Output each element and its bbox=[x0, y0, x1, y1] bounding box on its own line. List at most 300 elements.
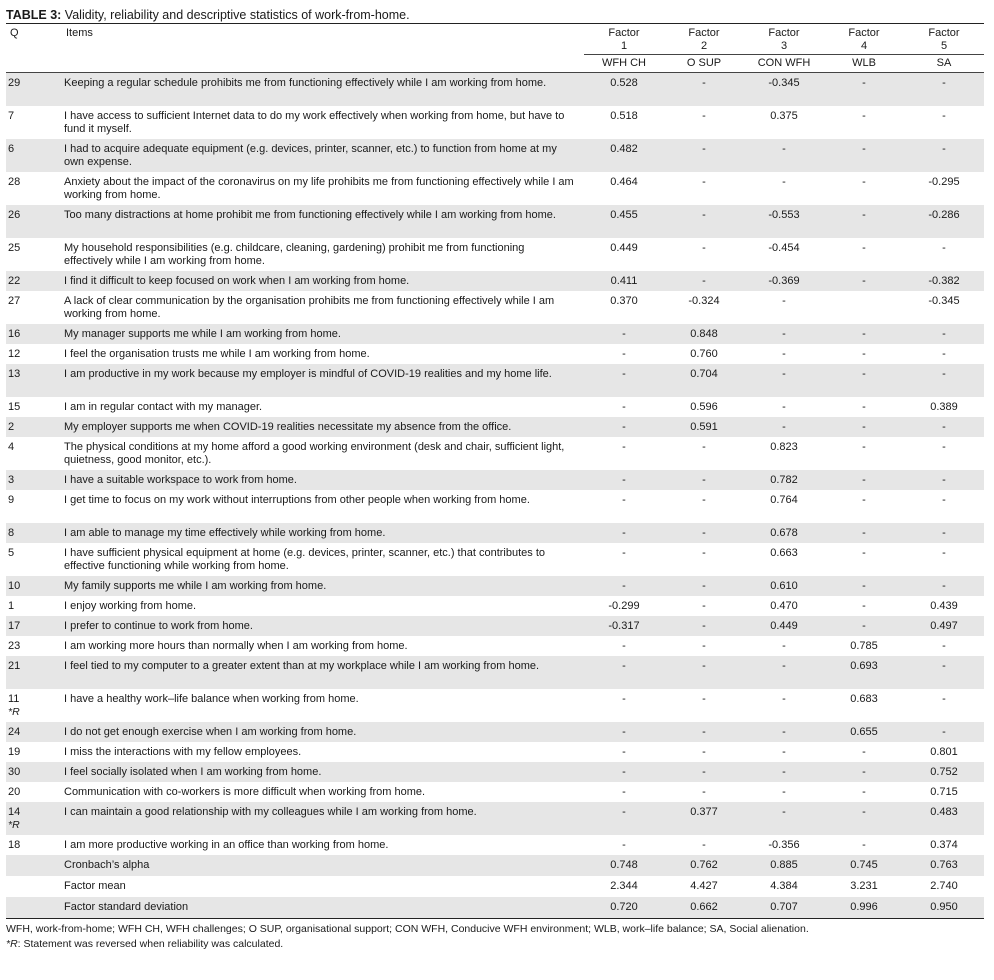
stats-row bbox=[6, 897, 984, 919]
item-text: My manager supports me while I am working from home. bbox=[62, 324, 584, 344]
question-number bbox=[6, 364, 62, 397]
table-row bbox=[6, 205, 984, 238]
factor-1-loading: - bbox=[584, 576, 664, 596]
factor-3-loading: 0.678 bbox=[744, 523, 824, 543]
header-row bbox=[6, 24, 984, 55]
factor-2-loading: - bbox=[702, 242, 706, 254]
factor-3-loading: 0.610 bbox=[744, 576, 824, 596]
factor-4-loading: 0.785 bbox=[850, 640, 878, 652]
factor-4-loading: 0.693 bbox=[824, 656, 904, 689]
table-row bbox=[6, 596, 984, 616]
factor-5-loading: - bbox=[904, 523, 984, 543]
item-text: I am able to manage my time effectively while working from home. bbox=[62, 523, 584, 543]
item-text: I am more productive working in an office than working from home. bbox=[64, 839, 389, 851]
factor-4-loading: - bbox=[862, 401, 866, 413]
question-id: 2 bbox=[8, 421, 15, 433]
factor-4-stat: 3.231 bbox=[850, 880, 878, 892]
item-text: Too many distractions at home prohibit me from functioning effectively while I am working from home. bbox=[62, 205, 584, 238]
factor-5-loading: -0.345 bbox=[928, 295, 960, 307]
item-text: My family supports me while I am working from home. bbox=[62, 576, 584, 596]
factor-4-loading: - bbox=[862, 746, 866, 758]
table-notes bbox=[6, 922, 984, 952]
factor-5-loading: - bbox=[904, 656, 984, 689]
question-id: 4 bbox=[8, 441, 15, 453]
factor-5-loading: 0.483 bbox=[904, 802, 984, 835]
factor-1-loading: - bbox=[584, 722, 664, 742]
factor-5-loading: 0.374 bbox=[930, 839, 958, 851]
factor-4-loading: - bbox=[824, 139, 904, 172]
factor-2-loading: - bbox=[664, 73, 744, 107]
factor-2-loading: - bbox=[702, 176, 706, 188]
factor-1-loading: -0.299 bbox=[608, 600, 640, 612]
header-abbr-5: SA bbox=[904, 55, 984, 73]
factor-4-loading bbox=[824, 291, 904, 324]
factor-4-loading: - bbox=[824, 73, 904, 107]
factor-table bbox=[6, 23, 984, 919]
header-abbr-4: WLB bbox=[824, 55, 904, 73]
question-id: 3 bbox=[8, 474, 15, 486]
question-number bbox=[6, 802, 62, 835]
question-id: 16 bbox=[8, 328, 21, 340]
factor-3-loading: -0.553 bbox=[744, 205, 824, 238]
question-id: 30 bbox=[8, 766, 21, 778]
factor-4-loading: - bbox=[824, 576, 904, 596]
factor-5-loading: -0.382 bbox=[904, 271, 984, 291]
stats-row bbox=[6, 876, 984, 897]
factor-2-loading: 0.704 bbox=[664, 364, 744, 397]
header-factor-1: Factor 1 bbox=[584, 24, 664, 55]
item-text: I prefer to continue to work from home. bbox=[62, 616, 584, 636]
factor-2-loading: - bbox=[664, 616, 744, 636]
factor-2-loading: 0.848 bbox=[664, 324, 744, 344]
question-id: 12 bbox=[8, 348, 21, 360]
item-text: I enjoy working from home. bbox=[64, 600, 197, 612]
factor-4-loading: - bbox=[862, 242, 866, 254]
factor-1-loading: - bbox=[622, 348, 626, 360]
table-row bbox=[6, 437, 984, 470]
factor-5-loading: - bbox=[904, 417, 984, 437]
factor-4-loading: - bbox=[824, 762, 904, 782]
question-number bbox=[6, 437, 62, 470]
factor-4-stat: 0.745 bbox=[824, 855, 904, 876]
factor-1-loading: - bbox=[622, 786, 626, 798]
question-id: 11 bbox=[8, 693, 20, 705]
item-text: I feel tied to my computer to a greater extent than at my workplace while I am working from home. bbox=[62, 656, 584, 689]
factor-4-loading: - bbox=[862, 786, 866, 798]
caption-text: Validity, reliability and descriptive statistics of work-from-home. bbox=[61, 8, 410, 22]
factor-3-loading: -0.356 bbox=[768, 839, 800, 851]
factor-5-loading: 0.801 bbox=[930, 746, 958, 758]
table-caption bbox=[6, 8, 984, 23]
item-text: I am productive in my work because my employer is mindful of COVID-19 realities and my home life. bbox=[62, 364, 584, 397]
factor-3-loading: - bbox=[744, 656, 824, 689]
factor-5-loading: - bbox=[942, 242, 946, 254]
factor-4-loading: - bbox=[862, 176, 866, 188]
question-number bbox=[6, 523, 62, 543]
factor-2-loading: - bbox=[702, 494, 706, 506]
table-row bbox=[6, 344, 984, 364]
factor-5-loading: -0.295 bbox=[928, 176, 960, 188]
question-number bbox=[6, 172, 62, 205]
question-id: 25 bbox=[8, 242, 21, 254]
question-id: 19 bbox=[8, 746, 21, 758]
factor-4-loading: - bbox=[824, 523, 904, 543]
factor-3-loading: - bbox=[782, 295, 786, 307]
factor-5-loading: - bbox=[904, 324, 984, 344]
factor-4-loading: - bbox=[862, 547, 866, 559]
factor-5-loading: -0.286 bbox=[904, 205, 984, 238]
factor-3-loading: - bbox=[782, 401, 786, 413]
question-number bbox=[6, 73, 62, 107]
factor-5-stat: 0.763 bbox=[904, 855, 984, 876]
factor-5-loading: - bbox=[942, 547, 946, 559]
table-row bbox=[6, 782, 984, 802]
question-id: 13 bbox=[8, 368, 21, 380]
header-factor-3: Factor 3 bbox=[744, 24, 824, 55]
header-factor-2: Factor 2 bbox=[664, 24, 744, 55]
factor-2-stat: 4.427 bbox=[690, 880, 718, 892]
factor-4-loading: - bbox=[824, 470, 904, 490]
factor-2-loading: - bbox=[702, 547, 706, 559]
item-text: I am in regular contact with my manager. bbox=[64, 401, 263, 413]
factor-3-stat: 0.885 bbox=[744, 855, 824, 876]
question-id: 29 bbox=[8, 77, 21, 89]
table-row bbox=[6, 291, 984, 324]
factor-1-loading: - bbox=[584, 417, 664, 437]
question-number bbox=[6, 616, 62, 636]
stats-spacer bbox=[6, 855, 62, 876]
reversed-text: : Statement was reversed when reliability was calculated. bbox=[17, 938, 284, 950]
factor-5-loading: - bbox=[942, 348, 946, 360]
question-number bbox=[6, 782, 62, 802]
question-id: 26 bbox=[8, 209, 21, 221]
table-row bbox=[6, 364, 984, 397]
header-factor-5: Factor 5 bbox=[904, 24, 984, 55]
stats-label: Factor mean bbox=[64, 880, 126, 892]
factor-3-loading: 0.823 bbox=[770, 441, 798, 453]
factor-2-loading: - bbox=[664, 656, 744, 689]
table-row bbox=[6, 139, 984, 172]
factor-1-loading: 0.518 bbox=[610, 110, 638, 122]
factor-1-loading: - bbox=[622, 839, 626, 851]
factor-5-loading: 0.389 bbox=[930, 401, 958, 413]
factor-4-loading: - bbox=[862, 441, 866, 453]
item-text: I have access to sufficient Internet data to do my work effectively when working from home, but have to fund it myself. bbox=[64, 110, 565, 135]
factor-1-loading: - bbox=[622, 640, 626, 652]
question-id: 14 bbox=[8, 806, 21, 818]
factor-4-loading: - bbox=[862, 494, 866, 506]
factor-1-loading: - bbox=[584, 324, 664, 344]
item-text: I have sufficient physical equipment at home (e.g. devices, printer, scanner, etc.) that contributes to effective functioning while working from home. bbox=[64, 547, 546, 572]
factor-3-loading: 0.663 bbox=[770, 547, 798, 559]
factor-4-loading: - bbox=[824, 205, 904, 238]
factor-3-loading: - bbox=[782, 693, 786, 705]
item-text: I find it difficult to keep focused on work when I am working from home. bbox=[62, 271, 584, 291]
factor-3-loading: - bbox=[782, 640, 786, 652]
reversed-marker: *R bbox=[8, 819, 20, 831]
factor-5-loading: - bbox=[942, 110, 946, 122]
factor-1-loading: - bbox=[584, 656, 664, 689]
table-row bbox=[6, 417, 984, 437]
table-row bbox=[6, 835, 984, 855]
table-row bbox=[6, 523, 984, 543]
question-number bbox=[6, 656, 62, 689]
factor-3-loading: - bbox=[744, 324, 824, 344]
question-number bbox=[6, 324, 62, 344]
factor-4-loading: - bbox=[824, 271, 904, 291]
table-row bbox=[6, 616, 984, 636]
question-id: 6 bbox=[8, 143, 15, 155]
factor-3-loading: - bbox=[744, 802, 824, 835]
factor-5-stat: 0.950 bbox=[904, 897, 984, 919]
factor-1-loading: - bbox=[584, 762, 664, 782]
factor-2-loading: - bbox=[664, 470, 744, 490]
question-id: 21 bbox=[8, 660, 21, 672]
stats-spacer bbox=[6, 876, 62, 897]
table-row bbox=[6, 271, 984, 291]
factor-1-stat: 0.720 bbox=[584, 897, 664, 919]
question-number bbox=[6, 397, 62, 417]
factor-4-loading: - bbox=[862, 600, 866, 612]
table-row bbox=[6, 742, 984, 762]
factor-3-loading: -0.454 bbox=[768, 242, 800, 254]
factor-2-loading: - bbox=[664, 271, 744, 291]
question-id: 15 bbox=[8, 401, 21, 413]
factor-3-loading: -0.369 bbox=[744, 271, 824, 291]
factor-1-loading: - bbox=[622, 494, 626, 506]
question-number bbox=[6, 576, 62, 596]
stats-row bbox=[6, 855, 984, 876]
factor-1-loading: - bbox=[584, 470, 664, 490]
table-row bbox=[6, 397, 984, 417]
question-id: 7 bbox=[8, 110, 15, 122]
factor-3-loading: - bbox=[782, 746, 786, 758]
stats-label: Factor standard deviation bbox=[62, 897, 584, 919]
factor-3-loading: - bbox=[744, 417, 824, 437]
question-number bbox=[6, 106, 62, 139]
factor-1-loading: - bbox=[584, 523, 664, 543]
factor-5-loading: - bbox=[904, 364, 984, 397]
factor-3-loading: -0.345 bbox=[744, 73, 824, 107]
factor-3-loading: 0.764 bbox=[770, 494, 798, 506]
factor-5-loading: - bbox=[904, 139, 984, 172]
factor-5-loading: - bbox=[942, 441, 946, 453]
factor-1-loading: -0.317 bbox=[584, 616, 664, 636]
factor-4-loading: - bbox=[824, 324, 904, 344]
question-id: 23 bbox=[8, 640, 21, 652]
question-number bbox=[6, 205, 62, 238]
item-text: I do not get enough exercise when I am working from home. bbox=[62, 722, 584, 742]
factor-4-loading: - bbox=[824, 417, 904, 437]
factor-3-loading: - bbox=[744, 364, 824, 397]
factor-5-loading: - bbox=[942, 693, 946, 705]
factor-3-loading: 0.449 bbox=[744, 616, 824, 636]
question-id: 22 bbox=[8, 275, 21, 287]
question-number bbox=[6, 742, 62, 762]
table-row bbox=[6, 656, 984, 689]
table-row bbox=[6, 689, 984, 722]
question-id: 9 bbox=[8, 494, 15, 506]
factor-2-loading: - bbox=[702, 600, 706, 612]
table-body bbox=[6, 73, 984, 856]
factor-2-loading: 0.377 bbox=[664, 802, 744, 835]
factor-2-loading: - bbox=[664, 523, 744, 543]
factor-5-stat: 2.740 bbox=[930, 880, 958, 892]
reversed-note bbox=[6, 937, 984, 952]
factor-2-loading: 0.596 bbox=[690, 401, 718, 413]
factor-5-loading: - bbox=[942, 494, 946, 506]
question-number bbox=[6, 238, 62, 271]
table-row bbox=[6, 722, 984, 742]
factor-4-loading: - bbox=[824, 802, 904, 835]
factor-1-loading: 0.455 bbox=[584, 205, 664, 238]
factor-2-loading: - bbox=[702, 746, 706, 758]
item-text: My employer supports me when COVID-19 realities necessitate my absence from the office. bbox=[62, 417, 584, 437]
question-id: 20 bbox=[8, 786, 21, 798]
table-row bbox=[6, 802, 984, 835]
factor-2-loading: - bbox=[702, 786, 706, 798]
factor-3-loading: 0.782 bbox=[744, 470, 824, 490]
item-text: I have a healthy work–life balance when working from home. bbox=[64, 693, 359, 705]
factor-2-loading: - bbox=[702, 640, 706, 652]
item-text: I had to acquire adequate equipment (e.g. devices, printer, scanner, etc.) to function from home at my own expense. bbox=[62, 139, 584, 172]
table-row bbox=[6, 636, 984, 656]
factor-3-stat: 0.707 bbox=[744, 897, 824, 919]
table-row bbox=[6, 470, 984, 490]
factor-2-stat: 0.662 bbox=[664, 897, 744, 919]
item-text: I am working more hours than normally when I am working from home. bbox=[64, 640, 408, 652]
item-text: A lack of clear communication by the organisation prohibits me from functioning effectively while I am working from home. bbox=[64, 295, 555, 320]
table-row bbox=[6, 324, 984, 344]
factor-5-loading: - bbox=[942, 640, 946, 652]
factor-2-loading: 0.760 bbox=[690, 348, 718, 360]
item-text: I have a suitable workspace to work from home. bbox=[62, 470, 584, 490]
question-id: 28 bbox=[8, 176, 21, 188]
factor-1-stat: 0.748 bbox=[584, 855, 664, 876]
table-row bbox=[6, 576, 984, 596]
question-number bbox=[6, 417, 62, 437]
caption-label: TABLE 3: bbox=[6, 8, 62, 22]
header-abbr-1: WFH CH bbox=[584, 55, 664, 73]
header-factor-4: Factor 4 bbox=[824, 24, 904, 55]
factor-1-loading: 0.464 bbox=[610, 176, 638, 188]
reversed-marker: *R bbox=[8, 706, 20, 718]
table-stats bbox=[6, 855, 984, 919]
table-row bbox=[6, 543, 984, 576]
factor-4-loading: - bbox=[862, 839, 866, 851]
question-id: 8 bbox=[8, 527, 15, 539]
stats-label: Cronbach’s alpha bbox=[62, 855, 584, 876]
factor-5-loading: 0.497 bbox=[904, 616, 984, 636]
table-row bbox=[6, 172, 984, 205]
factor-2-loading: - bbox=[664, 762, 744, 782]
item-text: The physical conditions at my home afford a good working environment (desk and chair, sufficient light, quietness, good monitor, etc.). bbox=[64, 441, 565, 466]
table-row bbox=[6, 762, 984, 782]
factor-4-loading: 0.683 bbox=[850, 693, 878, 705]
factor-1-loading: 0.528 bbox=[584, 73, 664, 107]
table-figure bbox=[6, 0, 984, 952]
header-items: Items bbox=[62, 24, 584, 73]
item-text: Keeping a regular schedule prohibits me from functioning effectively while I am working from home. bbox=[62, 73, 584, 107]
factor-4-loading: - bbox=[824, 364, 904, 397]
question-number bbox=[6, 835, 62, 855]
question-number bbox=[6, 490, 62, 523]
factor-2-loading: 0.591 bbox=[664, 417, 744, 437]
factor-2-loading: - bbox=[664, 205, 744, 238]
question-id: 18 bbox=[8, 839, 21, 851]
factor-1-loading: - bbox=[622, 441, 626, 453]
factor-1-loading: 0.482 bbox=[584, 139, 664, 172]
factor-1-loading: - bbox=[622, 547, 626, 559]
factor-1-loading: 0.449 bbox=[610, 242, 638, 254]
factor-2-loading: -0.324 bbox=[688, 295, 720, 307]
question-number bbox=[6, 291, 62, 324]
factor-3-loading: 0.470 bbox=[770, 600, 798, 612]
factor-1-loading: - bbox=[622, 746, 626, 758]
factor-1-loading: - bbox=[584, 802, 664, 835]
factor-2-stat: 0.762 bbox=[664, 855, 744, 876]
factor-5-loading: - bbox=[904, 576, 984, 596]
factor-1-loading: - bbox=[622, 693, 626, 705]
factor-1-loading: - bbox=[622, 401, 626, 413]
factor-5-loading: 0.715 bbox=[930, 786, 958, 798]
question-id: 17 bbox=[8, 620, 21, 632]
factor-3-loading: - bbox=[782, 176, 786, 188]
table-row bbox=[6, 73, 984, 107]
factor-5-loading: 0.439 bbox=[930, 600, 958, 612]
item-text: I get time to focus on my work without interruptions from other people when working from home. bbox=[64, 494, 530, 506]
factor-3-stat: 4.384 bbox=[770, 880, 798, 892]
factor-3-loading: - bbox=[744, 762, 824, 782]
question-id: 24 bbox=[8, 726, 21, 738]
item-text: My household responsibilities (e.g. childcare, cleaning, gardening) prohibit me from functioning effectively while I am working from home. bbox=[64, 242, 525, 267]
factor-4-loading: 0.655 bbox=[824, 722, 904, 742]
item-text: Communication with co-workers is more difficult when working from home. bbox=[64, 786, 426, 798]
question-number bbox=[6, 139, 62, 172]
factor-4-loading: - bbox=[862, 110, 866, 122]
factor-2-loading: - bbox=[664, 576, 744, 596]
question-number bbox=[6, 596, 62, 616]
question-id: 10 bbox=[8, 580, 21, 592]
item-text: I feel the organisation trusts me while I am working from home. bbox=[64, 348, 370, 360]
item-text: I feel socially isolated when I am working from home. bbox=[62, 762, 584, 782]
question-id: 27 bbox=[8, 295, 21, 307]
item-text: Anxiety about the impact of the coronavirus on my life prohibits me from functioning effectively while I am working from home. bbox=[64, 176, 574, 201]
factor-1-loading: 0.411 bbox=[584, 271, 664, 291]
reversed-marker: *R bbox=[6, 938, 18, 950]
question-number bbox=[6, 689, 62, 722]
factor-4-stat: 0.996 bbox=[824, 897, 904, 919]
factor-5-loading: 0.752 bbox=[904, 762, 984, 782]
factor-3-loading: - bbox=[782, 348, 786, 360]
question-number bbox=[6, 762, 62, 782]
factor-3-loading: - bbox=[782, 786, 786, 798]
factor-1-loading: - bbox=[584, 364, 664, 397]
factor-5-loading: - bbox=[904, 73, 984, 107]
header-q: Q bbox=[6, 24, 62, 73]
question-number bbox=[6, 271, 62, 291]
question-number bbox=[6, 722, 62, 742]
question-id: 1 bbox=[8, 600, 15, 612]
item-text: I miss the interactions with my fellow employees. bbox=[64, 746, 302, 758]
factor-2-loading: - bbox=[664, 722, 744, 742]
header-abbr-2: O SUP bbox=[664, 55, 744, 73]
question-number bbox=[6, 543, 62, 576]
factor-3-loading: 0.375 bbox=[770, 110, 798, 122]
factor-1-stat: 2.344 bbox=[610, 880, 638, 892]
item-text: I can maintain a good relationship with my colleagues while I am working from home. bbox=[62, 802, 584, 835]
factor-5-loading: - bbox=[904, 722, 984, 742]
